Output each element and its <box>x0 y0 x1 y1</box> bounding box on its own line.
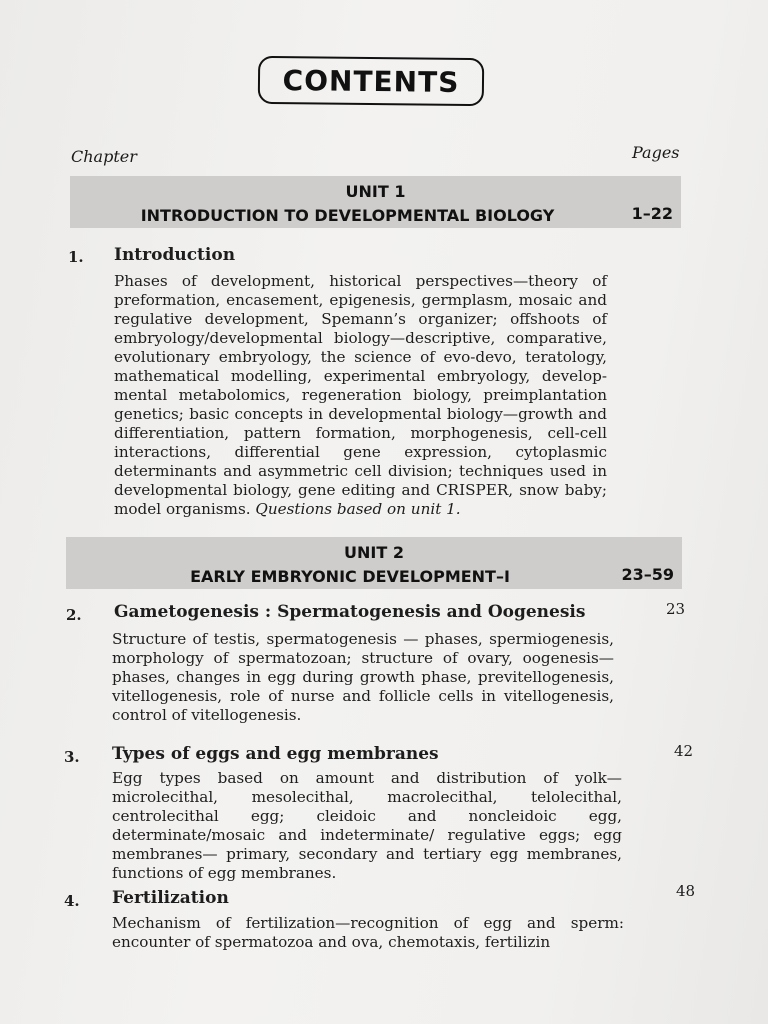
chapter-description: Mechanism of fertilization—recognition of egg and sperm: encounter of spermatozoa and ova, chemotaxis, fertilizin <box>112 914 624 951</box>
chapter-description: Structure of testis, spermatogenesis — phases, spermiogenesis, morphology of spermatozoan; structure of ovary, oogenesis—phases, changes in egg during growth phase, previtellogenesis, vitellogenesis, role of nurse and follicle cells in vitellogenesis, control of vitellogenesis. <box>112 630 614 724</box>
chapter-page: 23 <box>666 600 686 618</box>
questions-note: Questions based on unit 1. <box>255 500 461 518</box>
pages-column-label: Pages <box>632 143 680 162</box>
unit-number: UNIT 1 <box>345 182 406 201</box>
unit-number: UNIT 2 <box>344 543 404 562</box>
unit-title: INTRODUCTION TO DEVELOPMENTAL BIOLOGY <box>140 206 555 225</box>
chapter-number: 3. <box>64 748 80 766</box>
chapter-page: 42 <box>674 742 694 760</box>
unit-pages: 23–59 <box>621 565 674 584</box>
chapter-number: 4. <box>64 892 80 910</box>
chapter-page: 48 <box>676 882 696 900</box>
page-title: CONTENTS <box>258 56 484 106</box>
chapter-description <box>114 272 607 519</box>
unit-band <box>66 537 682 589</box>
chapter-description: Egg types based on amount and distribution of yolk— microlecithal, mesolecithal, macrolecithal, telolecithal, centrolecithal egg; cleidoic and noncleidoic egg, determinate/mosaic and indeterminate/ regulative eggs; egg membranes— primary, secondary and tertiary egg membranes, functions of egg membranes. <box>112 769 622 882</box>
chapter-title: Types of eggs and egg membranes <box>112 744 439 764</box>
chapter-column-label: Chapter <box>71 147 137 166</box>
unit-pages: 1–22 <box>631 204 673 223</box>
chapter-number: 1. <box>68 248 84 266</box>
unit-band <box>70 176 681 228</box>
chapter-title: Fertilization <box>112 888 229 908</box>
unit-title: EARLY EMBRYONIC DEVELOPMENT–I <box>190 567 510 586</box>
chapter-title: Introduction <box>114 245 236 265</box>
chapter-number: 2. <box>66 606 82 624</box>
chapter-title: Gametogenesis : Spermatogenesis and Oogenesis <box>114 602 586 622</box>
chapter-summary: Phases of development, historical perspectives—theory of preformation, encasement, epigenesis, germplasm, mosaic and regulative development, Spemann’s organizer; offshoots of embryology/developmental biology—descriptive, comparative, evolutionary embryology, the science of evo-devo, teratology, mathematical modelling, experimental embryology, develop-mental metabolomics, regeneration biology, preimplantation genetics; basic concepts in developmental biology—growth and differentiation, pattern formation, morphogenesis, cell-cell interactions, differential gene expression, cytoplasmic determinants and asymmetric cell division; techniques used in developmental biology, gene editing and CRISPER, snow baby; model organisms. <box>114 272 607 518</box>
